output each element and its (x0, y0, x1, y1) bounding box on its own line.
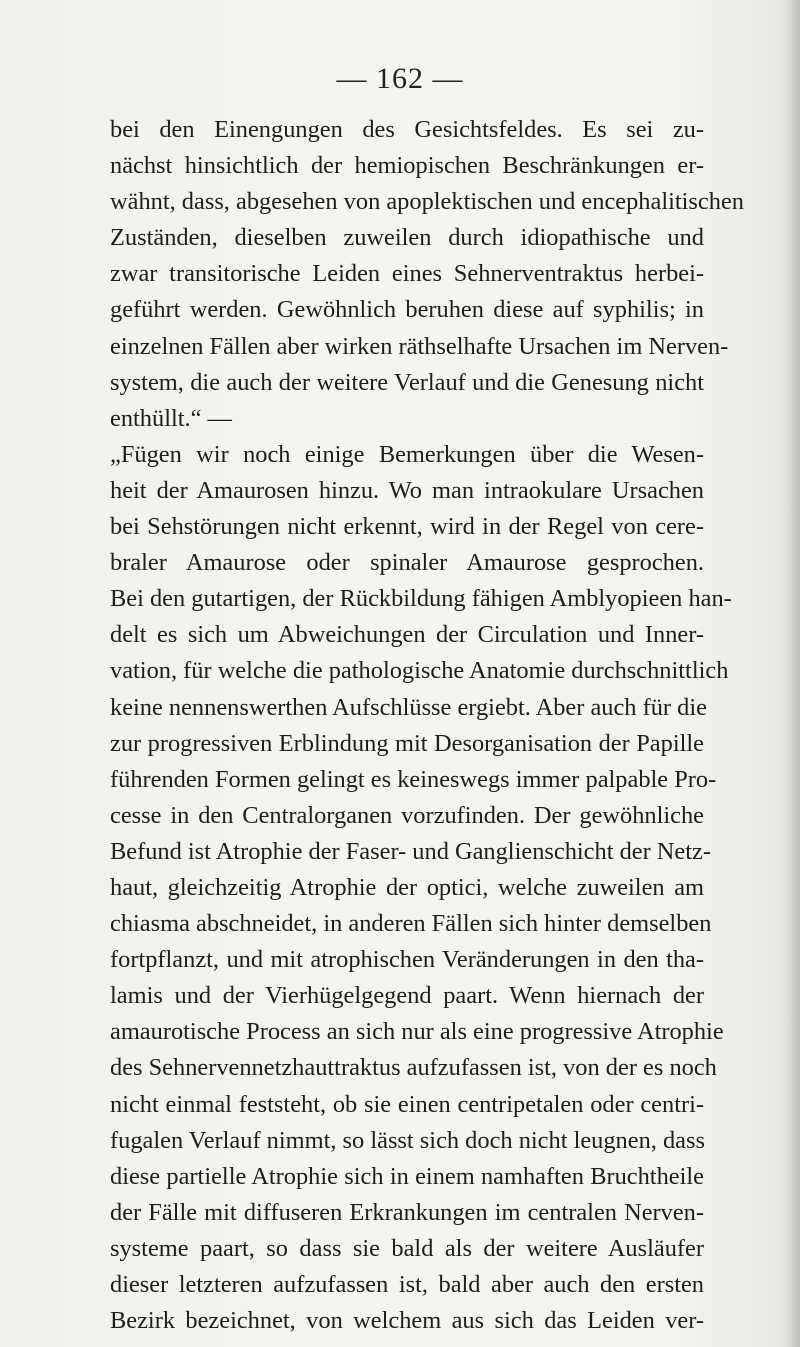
text-line: nächst hinsichtlich der hemiopischen Beschränkungen er- (110, 152, 704, 180)
text-line: zur progressiven Erblindung mit Desorganisation der Papille (110, 729, 704, 757)
text-line: system, die auch der weitere Verlauf und die Genesung nicht (110, 368, 704, 396)
text-line: fugalen Verlauf nimmt, so lässt sich doch nicht leugnen, dass (110, 1126, 705, 1154)
text-line: zwar transitorische Leiden eines Sehnerventraktus herbei- (110, 260, 704, 288)
page-edge-shadow (786, 0, 800, 1347)
text-line: heit der Amaurosen hinzu. Wo man intraokulare Ursachen (110, 476, 704, 504)
text-line: fortpflanzt, und mit atrophischen Veränderungen in den tha- (110, 946, 704, 974)
text-line: „Fügen wir noch einige Bemerkungen über die Wesen- (110, 440, 704, 468)
text-line: bei Sehstörungen nicht erkennt, wird in der Regel von cere- (110, 513, 704, 541)
text-line: der Fälle mit diffuseren Erkrankungen im centralen Nerven- (110, 1198, 704, 1226)
page-number: — 162 — (336, 62, 464, 95)
text-line: haut, gleichzeitig Atrophie der optici, welche zuweilen am (110, 873, 704, 901)
text-line: keine nennenswerthen Aufschlüsse ergiebt. Aber auch für die (110, 693, 707, 721)
text-line: vation, für welche die pathologische Anatomie durchschnittlich (110, 657, 729, 685)
text-line: Bezirk bezeichnet, von welchem aus sich das Leiden ver- (110, 1307, 704, 1335)
text-line: nicht einmal feststeht, ob sie einen centripetalen oder centri- (110, 1090, 704, 1118)
text-line: delt es sich um Abweichungen der Circulation und Inner- (110, 621, 704, 649)
body-text (110, 112, 744, 1339)
text-line: einzelnen Fällen aber wirken räthselhafte Ursachen im Nerven- (110, 332, 729, 360)
text-line: führenden Formen gelingt es keineswegs immer palpable Pro- (110, 765, 717, 793)
text-line: dieser letzteren aufzufassen ist, bald aber auch den ersten (110, 1271, 704, 1298)
text-line: Bei den gutartigen, der Rückbildung fähigen Amblyopieen han- (110, 585, 732, 613)
text-line: chiasma abschneidet, in anderen Fällen sich hinter demselben (110, 910, 712, 938)
text-line: enthüllt.“ — (110, 404, 232, 432)
text-line: Befund ist Atrophie der Faser- und Ganglienschicht der Netz- (110, 837, 711, 865)
text-line: geführt werden. Gewöhnlich beruhen diese auf syphilis; in (110, 296, 704, 324)
text-line: Zuständen, dieselben zuweilen durch idiopathische und (110, 224, 704, 252)
text-line: braler Amaurose oder spinaler Amaurose gesprochen. (110, 549, 704, 577)
text-line: wähnt, dass, abgesehen von apoplektischen und encephalitischen (110, 188, 744, 216)
text-line: amaurotische Process an sich nur als eine progressive Atrophie (110, 1018, 724, 1046)
text-line: systeme paart, so dass sie bald als der weitere Ausläufer (110, 1234, 704, 1262)
text-line: lamis und der Vierhügelgegend paart. Wenn hiernach der (110, 982, 704, 1010)
text-line: bei den Einengungen des Gesichtsfeldes. Es sei zu- (110, 116, 704, 143)
text-line: des Sehnervennetzhauttraktus aufzufassen ist, von der es noch (110, 1054, 717, 1082)
text-line: diese partielle Atrophie sich in einem namhaften Bruchtheile (110, 1162, 704, 1190)
text-line: cesse in den Centralorganen vorzufinden. Der gewöhnliche (110, 801, 704, 829)
